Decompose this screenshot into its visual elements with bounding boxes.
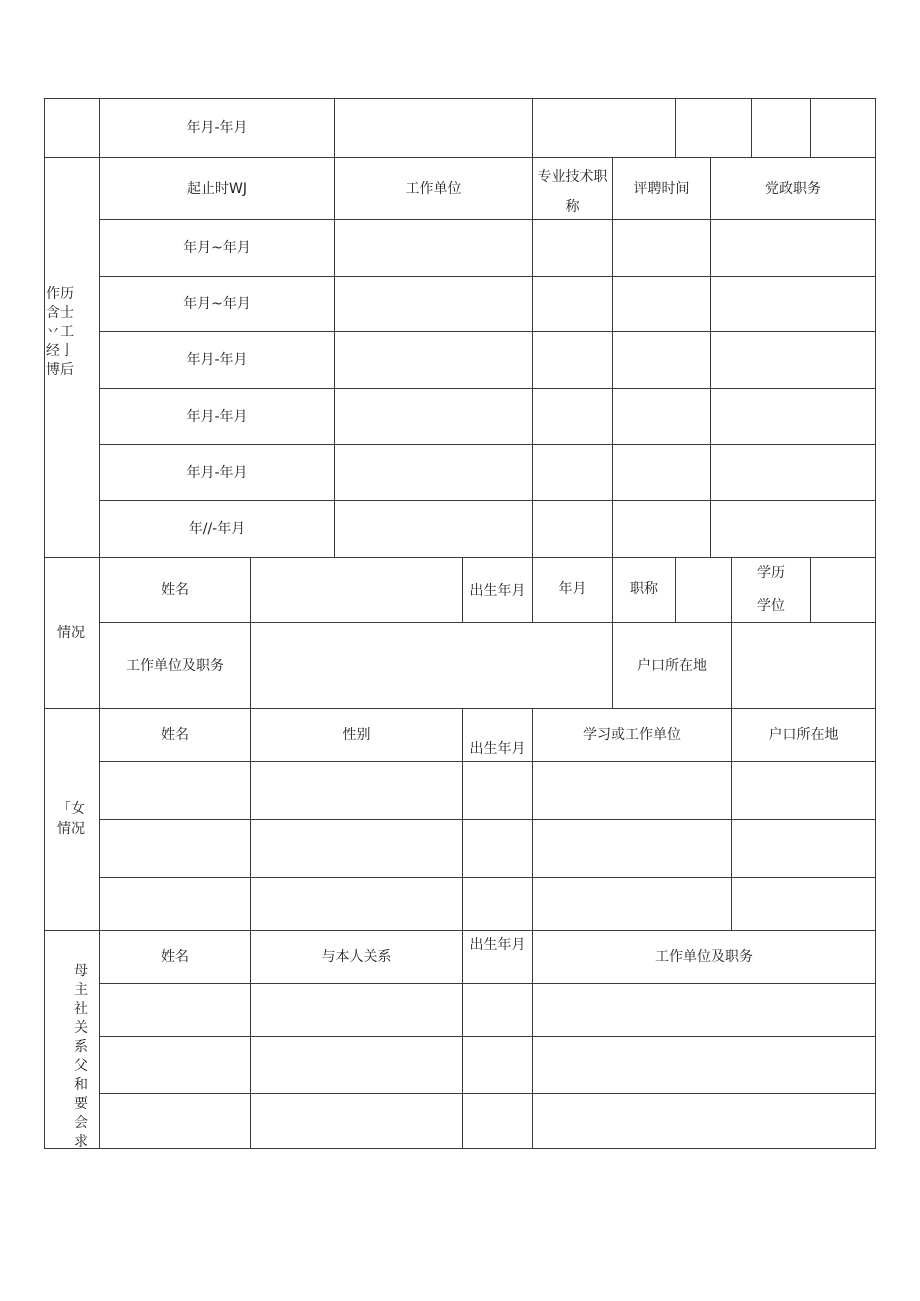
grid-line xyxy=(532,98,533,157)
spouse-birth-label: 出生年月 xyxy=(469,583,526,599)
spouse-side-label: 情况 xyxy=(57,625,85,641)
children-unit-label: 学习或工作单位 xyxy=(583,727,681,743)
relations-side-label: 母主社关系父和要会求 xyxy=(74,963,88,1150)
grid-line xyxy=(334,98,335,157)
work-row-period: 年月-年月 xyxy=(186,464,248,481)
children-side-label-2: 情况 xyxy=(57,821,85,837)
spouse-title-label: 职称 xyxy=(630,581,658,597)
spouse-unit-post-label: 工作单位及职务 xyxy=(126,657,224,674)
header-title-line2: 称 xyxy=(565,199,580,215)
children-name-label: 姓名 xyxy=(161,727,189,743)
children-hukou-label: 户口所在地 xyxy=(768,727,839,743)
work-row-period: 年月~年月 xyxy=(183,296,251,312)
grid-line xyxy=(99,877,876,878)
grid-line xyxy=(810,557,811,622)
grid-line xyxy=(532,157,533,557)
grid-line xyxy=(99,761,876,762)
work-row-period: 年月~年月 xyxy=(183,240,251,256)
children-birth-label: 出生年月 xyxy=(469,741,526,757)
grid-line xyxy=(99,1093,876,1094)
table-border-bottom xyxy=(44,1148,876,1149)
spouse-degree-label: 学位 xyxy=(757,598,785,614)
spouse-hukou-label: 户口所在地 xyxy=(637,657,707,674)
grid-line xyxy=(99,983,876,984)
grid-line xyxy=(675,557,676,622)
grid-line xyxy=(810,98,811,157)
grid-line xyxy=(462,930,463,1148)
relations-unit-post-label: 工作单位及职务 xyxy=(655,949,753,965)
grid-line xyxy=(99,819,876,820)
header-appoint-time: 评聘时间 xyxy=(633,180,690,197)
header-period: 起止时WJ xyxy=(187,180,247,197)
grid-line xyxy=(250,557,251,708)
work-row-period: 年月-年月 xyxy=(186,352,248,368)
spouse-edu-label: 学历 xyxy=(757,565,785,581)
work-row-period: 年月-年月 xyxy=(186,408,248,425)
table-border-right xyxy=(875,98,876,1149)
children-gender-label: 性别 xyxy=(342,727,371,743)
table-border-left xyxy=(44,98,45,1149)
work-row-period: 年//-年月 xyxy=(188,521,246,537)
grid-line xyxy=(675,98,676,157)
spouse-year-month: 年月 xyxy=(558,581,587,597)
relations-birth-label: 出生年月 xyxy=(469,937,526,953)
grid-line xyxy=(751,98,752,157)
header-work-unit: 工作单位 xyxy=(405,180,462,197)
header-title-line1: 专业技术职 xyxy=(537,169,608,185)
top-range-cell: 年月-年月 xyxy=(186,119,248,136)
spouse-name-label: 姓名 xyxy=(161,582,189,598)
relations-name-label: 姓名 xyxy=(161,949,189,965)
header-party-post: 党政职务 xyxy=(765,180,821,197)
children-side-label-1: 「女 xyxy=(57,801,85,817)
work-history-side-label: 作历含士丷工经亅博后 xyxy=(46,286,74,378)
grid-line xyxy=(99,1036,876,1037)
relations-relation-label: 与本人关系 xyxy=(321,949,392,965)
